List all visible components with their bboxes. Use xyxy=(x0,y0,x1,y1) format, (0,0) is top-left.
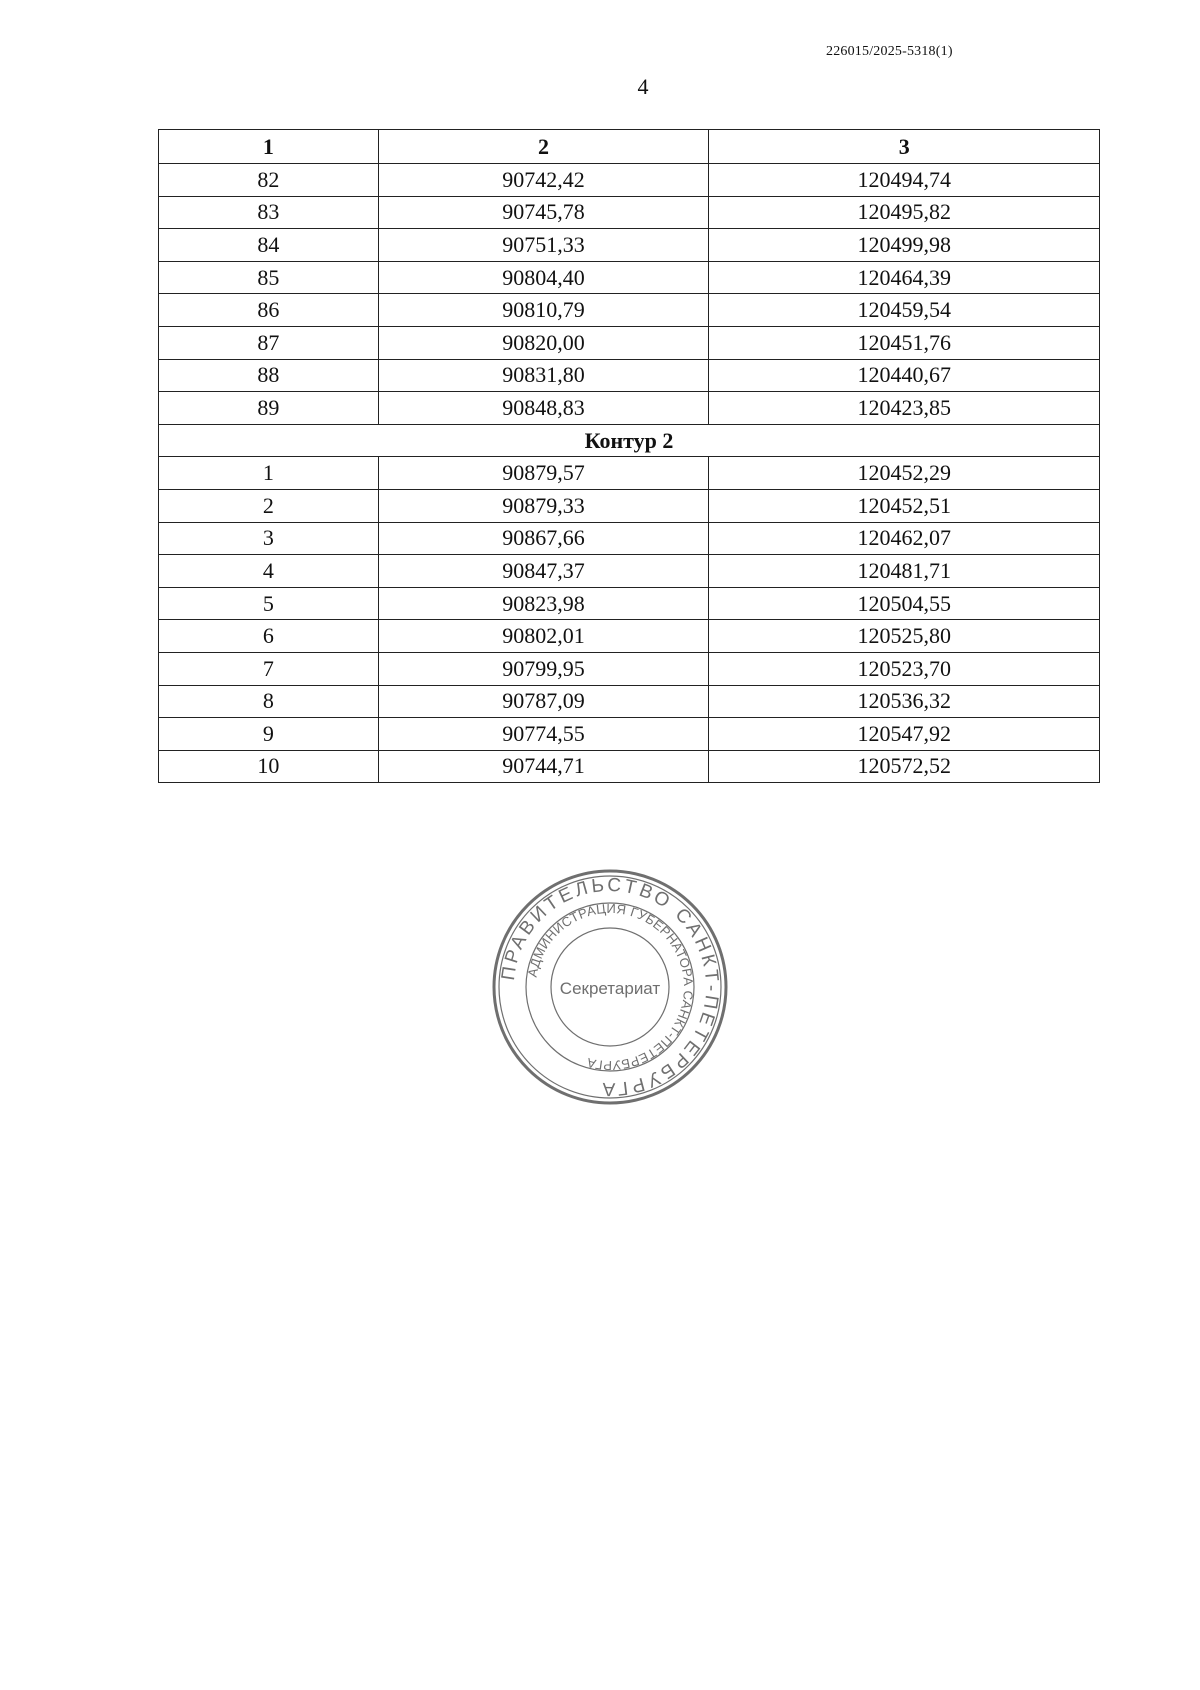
y-coordinate-cell: 120523,70 xyxy=(709,652,1100,685)
table-row xyxy=(159,522,1100,555)
column-header: 3 xyxy=(709,130,1100,164)
x-coordinate-cell: 90847,37 xyxy=(378,555,709,588)
point-number-cell: 10 xyxy=(159,750,379,783)
x-coordinate-cell: 90774,55 xyxy=(378,718,709,751)
x-coordinate-cell: 90820,00 xyxy=(378,326,709,359)
y-coordinate-cell: 120440,67 xyxy=(709,359,1100,392)
y-coordinate-cell: 120452,51 xyxy=(709,489,1100,522)
point-number-cell: 7 xyxy=(159,652,379,685)
x-coordinate-cell: 90823,98 xyxy=(378,587,709,620)
column-header: 2 xyxy=(378,130,709,164)
y-coordinate-cell: 120494,74 xyxy=(709,164,1100,197)
seal-center-text: Секретариат xyxy=(559,979,661,998)
seal-inner-text: АДМИНИСТРАЦИЯ ГУБЕРНАТОРА САНКТ-ПЕТЕРБУРГА xyxy=(524,900,697,1074)
table-row xyxy=(159,555,1100,588)
y-coordinate-cell: 120462,07 xyxy=(709,522,1100,555)
x-coordinate-cell: 90831,80 xyxy=(378,359,709,392)
table-row xyxy=(159,457,1100,490)
table-row xyxy=(159,750,1100,783)
point-number-cell: 87 xyxy=(159,326,379,359)
y-coordinate-cell: 120452,29 xyxy=(709,457,1100,490)
section-row xyxy=(159,424,1100,457)
page-number: 4 xyxy=(637,74,649,99)
y-coordinate-cell: 120525,80 xyxy=(709,620,1100,653)
column-header: 1 xyxy=(159,130,379,164)
point-number-cell: 89 xyxy=(159,392,379,425)
point-number-cell: 3 xyxy=(159,522,379,555)
point-number-cell: 85 xyxy=(159,261,379,294)
table-section xyxy=(159,424,1100,457)
seal-outer-text: ПРАВИТЕЛЬСТВО САНКТ-ПЕТЕРБУРГА xyxy=(497,874,723,1100)
x-coordinate-cell: 90745,78 xyxy=(378,196,709,229)
y-coordinate-cell: 120572,52 xyxy=(709,750,1100,783)
point-number-cell: 5 xyxy=(159,587,379,620)
point-number-cell: 6 xyxy=(159,620,379,653)
table-row xyxy=(159,392,1100,425)
table-body-part1 xyxy=(159,164,1100,425)
point-number-cell: 1 xyxy=(159,457,379,490)
x-coordinate-cell: 90879,57 xyxy=(378,457,709,490)
table-row xyxy=(159,718,1100,751)
table-row xyxy=(159,652,1100,685)
x-coordinate-cell: 90848,83 xyxy=(378,392,709,425)
point-number-cell: 83 xyxy=(159,196,379,229)
point-number-cell: 82 xyxy=(159,164,379,197)
y-coordinate-cell: 120504,55 xyxy=(709,587,1100,620)
point-number-cell: 88 xyxy=(159,359,379,392)
point-number-cell: 9 xyxy=(159,718,379,751)
table-row xyxy=(159,326,1100,359)
y-coordinate-cell: 120547,92 xyxy=(709,718,1100,751)
x-coordinate-cell: 90742,42 xyxy=(378,164,709,197)
official-seal xyxy=(491,868,729,1106)
y-coordinate-cell: 120499,98 xyxy=(709,229,1100,262)
y-coordinate-cell: 120464,39 xyxy=(709,261,1100,294)
table-body-part2 xyxy=(159,457,1100,783)
table-row xyxy=(159,229,1100,262)
x-coordinate-cell: 90799,95 xyxy=(378,652,709,685)
table-row xyxy=(159,196,1100,229)
x-coordinate-cell: 90802,01 xyxy=(378,620,709,653)
table-row xyxy=(159,294,1100,327)
table-row xyxy=(159,587,1100,620)
x-coordinate-cell: 90879,33 xyxy=(378,489,709,522)
table-row xyxy=(159,359,1100,392)
point-number-cell: 4 xyxy=(159,555,379,588)
y-coordinate-cell: 120459,54 xyxy=(709,294,1100,327)
table-header-row xyxy=(159,130,1100,164)
x-coordinate-cell: 90867,66 xyxy=(378,522,709,555)
table-row xyxy=(159,261,1100,294)
y-coordinate-cell: 120536,32 xyxy=(709,685,1100,718)
table-row xyxy=(159,620,1100,653)
y-coordinate-cell: 120495,82 xyxy=(709,196,1100,229)
x-coordinate-cell: 90787,09 xyxy=(378,685,709,718)
x-coordinate-cell: 90744,71 xyxy=(378,750,709,783)
point-number-cell: 84 xyxy=(159,229,379,262)
x-coordinate-cell: 90810,79 xyxy=(378,294,709,327)
table-row xyxy=(159,685,1100,718)
table-row xyxy=(159,489,1100,522)
x-coordinate-cell: 90751,33 xyxy=(378,229,709,262)
point-number-cell: 86 xyxy=(159,294,379,327)
point-number-cell: 2 xyxy=(159,489,379,522)
table-row xyxy=(159,164,1100,197)
y-coordinate-cell: 120481,71 xyxy=(709,555,1100,588)
y-coordinate-cell: 120451,76 xyxy=(709,326,1100,359)
x-coordinate-cell: 90804,40 xyxy=(378,261,709,294)
coordinates-table xyxy=(158,129,1100,783)
y-coordinate-cell: 120423,85 xyxy=(709,392,1100,425)
registration-number: 226015/2025-5318(1) xyxy=(826,44,953,59)
section-title: Контур 2 xyxy=(159,424,1100,457)
point-number-cell: 8 xyxy=(159,685,379,718)
